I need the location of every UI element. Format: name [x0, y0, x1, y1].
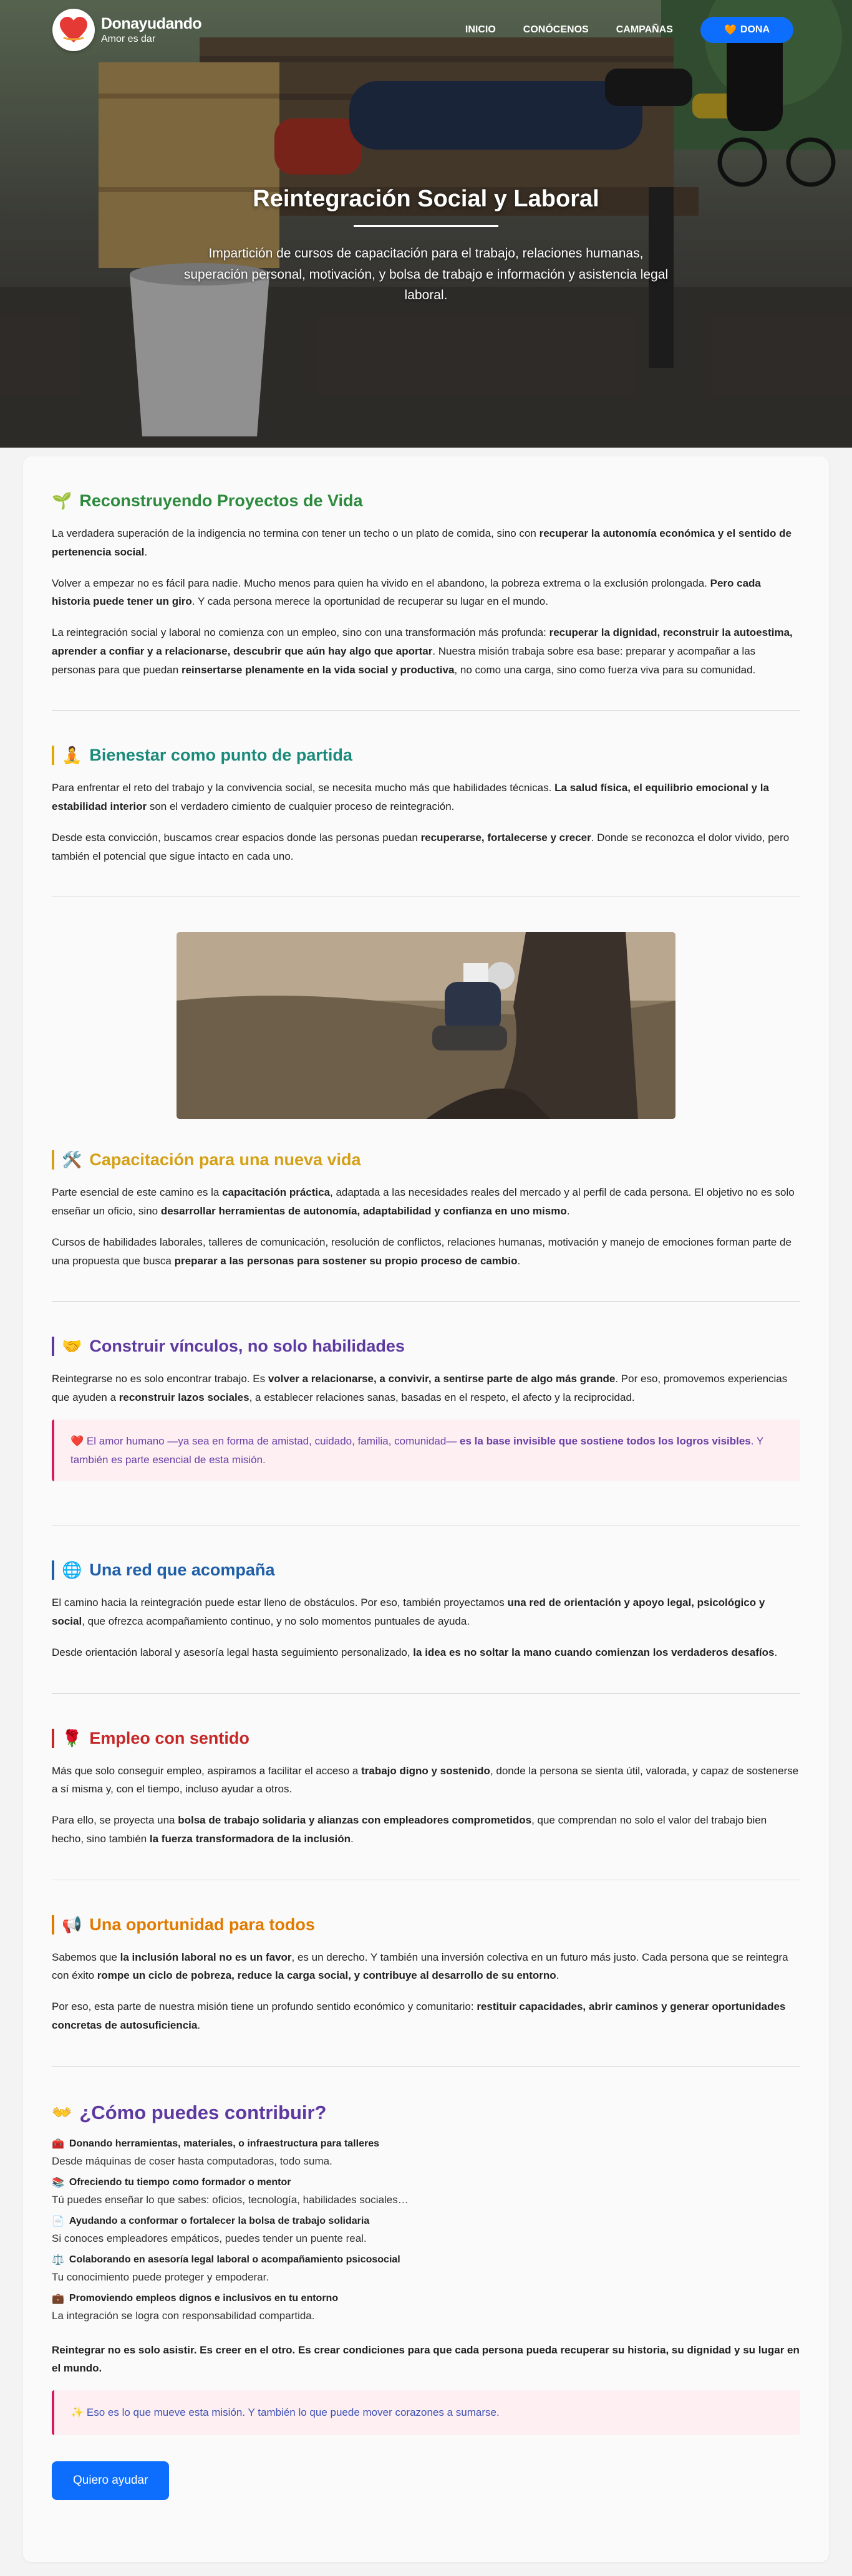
donate-button[interactable] — [700, 17, 793, 43]
paragraph: Por eso, esta parte de nuestra misión tiene un profundo sentido económico y comunitario: restituir capacidades, abrir caminos y generar oportunidades concretas de autosuficiencia. — [52, 2001, 786, 2031]
brand-tagline: Amor es dar — [101, 34, 156, 44]
nav-link-campanas[interactable]: CAMPAÑAS — [616, 24, 673, 35]
hero-divider — [354, 225, 498, 227]
paragraph: La reintegración social y laboral no comienza con un empleo, sino con una transformación más profunda: recuperar la dignidad, reconstruir la autoestima, aprender a confiar y a relacionarse, descubrir que aún hay algo que aportar. Nuestra misión trabaja sobre esa base: preparar y acompañar a las personas para que puedan reinsertarse plenamente en la vida social y productiva, no como una carga, sino como fuerza viva para su comunidad. — [52, 627, 793, 676]
hero-content — [0, 186, 852, 306]
meditation-icon: 🧘 — [62, 746, 82, 765]
quiero-ayudar-button[interactable]: Quiero ayudar — [52, 2461, 169, 2500]
nav-link-conocenos[interactable]: CONÓCENOS — [523, 24, 589, 35]
section-title — [52, 1150, 800, 1170]
briefcase-icon: 💼 — [52, 2293, 64, 2304]
section-oportunidad — [52, 1915, 800, 2067]
paragraph: Volver a empezar no es fácil para nadie. Mucho menos para quien ha vivido en el abandono, la pobreza extrema o la exclusión prolongada. Pero cada historia puede tener un giro. Y cada persona merece la oportunidad de recuperar su lugar en el mundo. — [52, 577, 761, 608]
books-icon: 📚 — [52, 2177, 64, 2188]
closing-statement: Reintegrar no es solo asistir. Es creer en el otro. Es crear condiciones para que cada persona pueda recuperar su historia, su dignidad y su lugar en el mundo. — [52, 2343, 800, 2375]
content-card — [23, 456, 829, 2562]
rose-icon: 🌹 — [62, 1728, 82, 1747]
section-title-text: Una red que acompaña — [89, 1560, 275, 1580]
open-hands-icon: 👐 — [52, 2103, 72, 2122]
section-title — [52, 1915, 800, 1934]
list-item: 📚 Ofreciendo tu tiempo como formador o mentor Tú puedes enseñar lo que sabes: oficios, tecnología, habilidades sociales… — [52, 2176, 409, 2206]
document-icon: 📄 — [52, 2216, 64, 2227]
donate-button-label: DONA — [740, 24, 770, 35]
section-title — [52, 1560, 800, 1580]
section-title — [52, 746, 800, 765]
section-title-text: Reconstruyendo Proyectos de Vida — [79, 491, 363, 510]
paragraph: Cursos de habilidades laborales, talleres de comunicación, resolución de conflictos, relaciones humanas, motivación y manejo de emociones forman parte de una propuesta que busca preparar a las personas para sostener su propio proceso de cambio. — [52, 1236, 791, 1267]
section-title-text: Construir vínculos, no solo habilidades — [89, 1337, 405, 1356]
heart-icon: ❤️ — [70, 1435, 84, 1447]
scales-icon: ⚖️ — [52, 2254, 64, 2266]
section-title-text: Bienestar como punto de partida — [89, 746, 352, 765]
section-reconstruyendo — [52, 491, 800, 711]
section-title — [52, 491, 800, 511]
tools-icon: 🛠️ — [62, 1150, 82, 1170]
heart-icon: 🧡 — [724, 25, 737, 36]
section-title-text: Empleo con sentido — [89, 1728, 249, 1747]
photo-person-under-tree — [177, 932, 675, 1119]
globe-icon: 🌐 — [62, 1560, 82, 1580]
seedling-icon: 🌱 — [52, 491, 72, 510]
nav-link-inicio[interactable]: INICIO — [465, 24, 496, 35]
heart-logo-icon — [52, 9, 95, 51]
paragraph: La verdadera superación de la indigencia no termina con tener un techo o un plato de comida, sino con recuperar la autonomía económica y el sentido de pertenencia social. — [52, 527, 791, 558]
paragraph: Para enfrentar el reto del trabajo y la convivencia social, se necesita mucho más que habilidades técnicas. La salud física, el equilibrio emocional y la estabilidad interior son el verdadero cimiento de cualquier proceso de reintegración. — [52, 782, 769, 812]
section-title — [52, 2102, 800, 2124]
sparkles-icon: ✨ — [70, 2406, 84, 2418]
section-bienestar — [52, 746, 800, 897]
paragraph: Parte esencial de este camino es la capacitación práctica, adaptada a las necesidades reales del mercado y al perfil de cada persona. El objetivo no es solo enseñar un oficio, sino desarrollar herramientas de autonomía, adaptabilidad y confianza en uno mismo. — [52, 1186, 795, 1217]
section-title-text: Capacitación para una nueva vida — [89, 1150, 361, 1170]
paragraph: Más que solo conseguir empleo, aspiramos a facilitar el acceso a trabajo digno y sostenido, donde la persona se sienta útil, valorada, y capaz de sostenerse a sí misma y, con el tiempo, incluso ayudar a otros. — [52, 1764, 799, 1795]
hero-title: Reintegración Social y Laboral — [253, 186, 599, 212]
brand-name: Donayudando — [101, 15, 202, 32]
list-item: 🧰 Donando herramientas, materiales, o infraestructura para talleres Desde máquinas de coser hasta computadoras, todo suma. — [52, 2138, 379, 2167]
list-item: 💼 Promoviendo empleos dignos e inclusivos en tu entorno La integración se logra con responsabilidad compartida. — [52, 2292, 339, 2322]
hero-subtitle: Impartición de cursos de capacitación para el trabajo, relaciones humanas, superación personal, motivación, y bolsa de trabajo e información y asistencia legal laboral. — [183, 246, 669, 303]
contribution-list — [52, 2138, 800, 2322]
section-title — [52, 1729, 800, 1748]
section-contribuir — [52, 2102, 800, 2519]
section-red — [52, 1560, 800, 1693]
section-capacitacion — [52, 1150, 800, 1302]
nav-links — [465, 17, 800, 43]
handshake-icon: 🤝 — [62, 1337, 82, 1356]
final-quote-box: ✨ Eso es lo que mueve esta misión. Y también lo que puede mover corazones a sumarse. — [52, 2390, 800, 2435]
list-item: 📄 Ayudando a conformar o fortalecer la bolsa de trabajo solidaria Si conoces empleadores empáticos, puedes tender un puente real. — [52, 2215, 370, 2244]
section-title — [52, 1337, 800, 1356]
section-title-text: Una oportunidad para todos — [89, 1915, 315, 1934]
section-vinculos — [52, 1337, 800, 1526]
section-empleo — [52, 1729, 800, 1880]
paragraph: Reintegrarse no es solo encontrar trabajo. Es volver a relacionarse, a convivir, a sentirse parte de algo más grande. Por eso, promovemos experiencias que ayuden a reconstruir lazos sociales, a establecer relaciones sanas, basadas en el respeto, el afecto y la reciprocidad. — [52, 1373, 788, 1403]
megaphone-icon: 📢 — [62, 1915, 82, 1934]
quote-box: ❤️ El amor humano —ya sea en forma de amistad, cuidado, familia, comunidad— es la base invisible que sostiene todos los logros visibles. Y también es parte esencial de esta misión. — [52, 1420, 800, 1482]
toolbox-icon: 🧰 — [52, 2138, 64, 2150]
paragraph: El camino hacia la reintegración puede estar lleno de obstáculos. Por eso, también proyectamos una red de orientación y apoyo legal, psicológico y social, que ofrezca acompañamiento continuo, y no solo momentos puntuales de ayuda. — [52, 1597, 765, 1627]
brand[interactable] — [52, 9, 201, 51]
paragraph: Desde orientación laboral y asesoría legal hasta seguimiento personalizado, la idea es no soltar la mano cuando comienzan los verdaderos desafíos. — [52, 1646, 778, 1658]
navbar — [0, 0, 852, 60]
paragraph: Para ello, se proyecta una bolsa de trabajo solidaria y alianzas con empleadores comprometidos, que comprendan no solo el valor del trabajo bien hecho, sino también la fuerza transformadora de la inclusión. — [52, 1814, 767, 1845]
bottom-spacer — [0, 2562, 852, 2576]
hero — [0, 0, 852, 448]
paragraph: Sabemos que la inclusión laboral no es un favor, es un derecho. Y también una inversión colectiva en un futuro más justo. Cada persona que se reintegra con éxito rompe un ciclo de pobreza, reduce la carga social, y contribuye al desarrollo de su entorno. — [52, 1951, 788, 1982]
section-title-text: ¿Cómo puedes contribuir? — [79, 2101, 327, 2123]
list-item: ⚖️ Colaborando en asesoría legal laboral o acompañamiento psicosocial Tu conocimiento puede proteger y empoderar. — [52, 2254, 400, 2283]
paragraph: Desde esta convicción, buscamos crear espacios donde las personas puedan recuperarse, fortalecerse y crecer. Donde se reconozca el dolor vivido, pero también el potencial que sigue intacto en cada uno. — [52, 831, 790, 862]
